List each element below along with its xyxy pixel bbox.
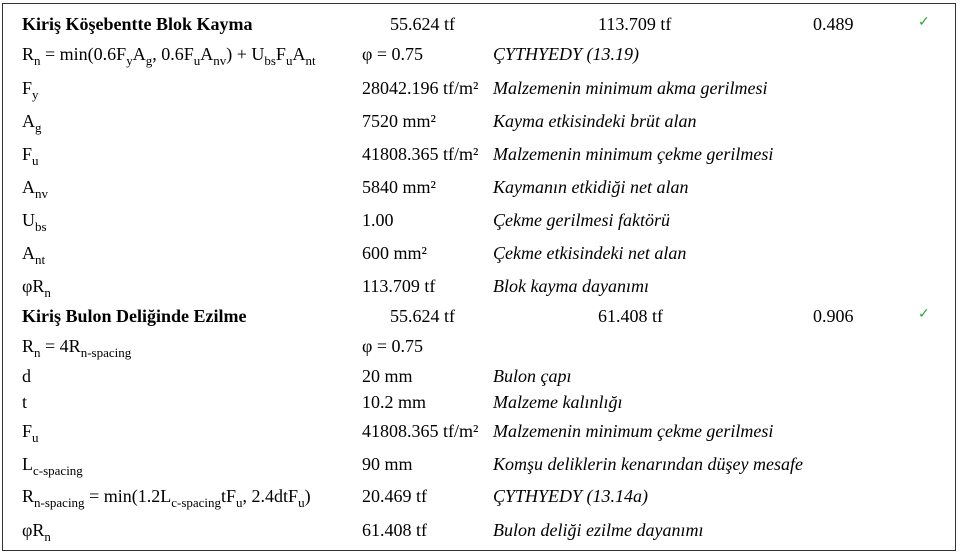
value: 10.2 mm — [362, 392, 427, 412]
block-shear-row-anv — [0, 177, 960, 207]
value: 113.709 tf — [362, 276, 436, 296]
symbol-fu: $F_u$ — [22, 421, 39, 445]
symbol-phi-rn: $\varphi R_n$ — [22, 520, 51, 544]
symbol-anv: $A_{nv}$ — [22, 177, 48, 201]
bearing-header-row — [0, 306, 960, 336]
value: 600 mm² — [362, 243, 427, 263]
description: ÇYTHYEDY (13.14a) — [493, 486, 649, 506]
symbol-lc-spacing: $L_{c-spacing}$ — [22, 454, 83, 478]
check-icon: ✓ — [918, 307, 930, 322]
description: Malzemenin minimum akma gerilmesi — [493, 78, 768, 98]
bearing-capacity: 61.408 tf — [598, 306, 663, 326]
block-shear-row-ubs — [0, 210, 960, 240]
value: 1.00 — [362, 210, 394, 230]
description: Kayma etkisindeki brüt alan — [493, 111, 697, 131]
block-shear-row-fu — [0, 144, 960, 174]
check-icon: ✓ — [918, 15, 930, 30]
block-shear-phi: φ = 0.75 — [362, 44, 424, 64]
bearing-row-lc — [0, 454, 960, 484]
bearing-phi: φ = 0.75 — [362, 336, 424, 356]
value: 90 mm — [362, 454, 413, 474]
bearing-title: Kiriş Bulon Deliğinde Ezilme — [22, 306, 247, 326]
symbol-phi-rn: $\varphi R_n$ — [22, 276, 51, 300]
description: Bulon deliği ezilme dayanımı — [493, 520, 704, 540]
block-shear-title: Kiriş Köşebentte Blok Kayma — [22, 14, 253, 34]
description: Malzemenin minimum çekme gerilmesi — [493, 421, 774, 441]
symbol-fy: $F_y$ — [22, 78, 39, 102]
block-shear-reference: ÇYTHYEDY (13.19) — [493, 44, 640, 64]
block-shear-capacity: 113.709 tf — [598, 14, 672, 34]
symbol-d: d — [22, 366, 31, 386]
symbol-t: t — [22, 392, 28, 412]
block-shear-row-phirn — [0, 276, 960, 306]
formula-rn-spacing: $R_{n-spacing} = \min(1.2L_{c-spacing}tF_u$, 2.4dtF$_u$) — [22, 486, 311, 510]
bearing-formula: $R_n = 4R_{n-spacing}$ — [22, 336, 132, 360]
value: 41808.365 tf/m² — [362, 144, 479, 164]
block-shear-row-ant — [0, 243, 960, 273]
description: Bulon çapı — [493, 366, 572, 386]
value: 5840 mm² — [362, 177, 436, 197]
block-shear-demand: 55.624 tf — [390, 14, 455, 34]
block-shear-row-fy — [0, 78, 960, 108]
bearing-row-phirn — [0, 520, 960, 550]
value: 41808.365 tf/m² — [362, 421, 479, 441]
symbol-ag: $A_g$ — [22, 111, 42, 135]
block-shear-header-row — [0, 14, 960, 44]
bearing-row-fu — [0, 421, 960, 451]
description: Çekme gerilmesi faktörü — [493, 210, 670, 230]
symbol-fu: $F_u$ — [22, 144, 39, 168]
value: 20 mm — [362, 366, 413, 386]
description: Çekme etkisindeki net alan — [493, 243, 687, 263]
bearing-demand: 55.624 tf — [390, 306, 455, 326]
symbol-ubs: $U_{bs}$ — [22, 210, 47, 234]
bearing-ratio: 0.906 — [813, 306, 854, 326]
symbol-ant: $A_{nt}$ — [22, 243, 46, 267]
description: Malzeme kalınlığı — [493, 392, 623, 412]
description: Kaymanın etkidiği net alan — [493, 177, 689, 197]
description: Komşu deliklerin kenarından düşey mesafe — [493, 454, 803, 474]
value: 61.408 tf — [362, 520, 427, 540]
value: 20.469 tf — [362, 486, 427, 506]
bearing-row-t — [0, 392, 960, 422]
description: Malzemenin minimum çekme gerilmesi — [493, 144, 774, 164]
block-shear-row-ag — [0, 111, 960, 141]
bearing-row-rn-spacing — [0, 486, 960, 516]
value: 28042.196 tf/m² — [362, 78, 479, 98]
bearing-formula-row — [0, 336, 960, 366]
block-shear-formula-row — [0, 44, 960, 74]
block-shear-formula: $R_n = \min(0.6F_yA_g$, $0.6F_uA_{nv}) + U_{bs}F_uA_{nt}$ — [22, 44, 316, 68]
description: Blok kayma dayanımı — [493, 276, 649, 296]
value: 7520 mm² — [362, 111, 436, 131]
block-shear-ratio: 0.489 — [813, 14, 854, 34]
